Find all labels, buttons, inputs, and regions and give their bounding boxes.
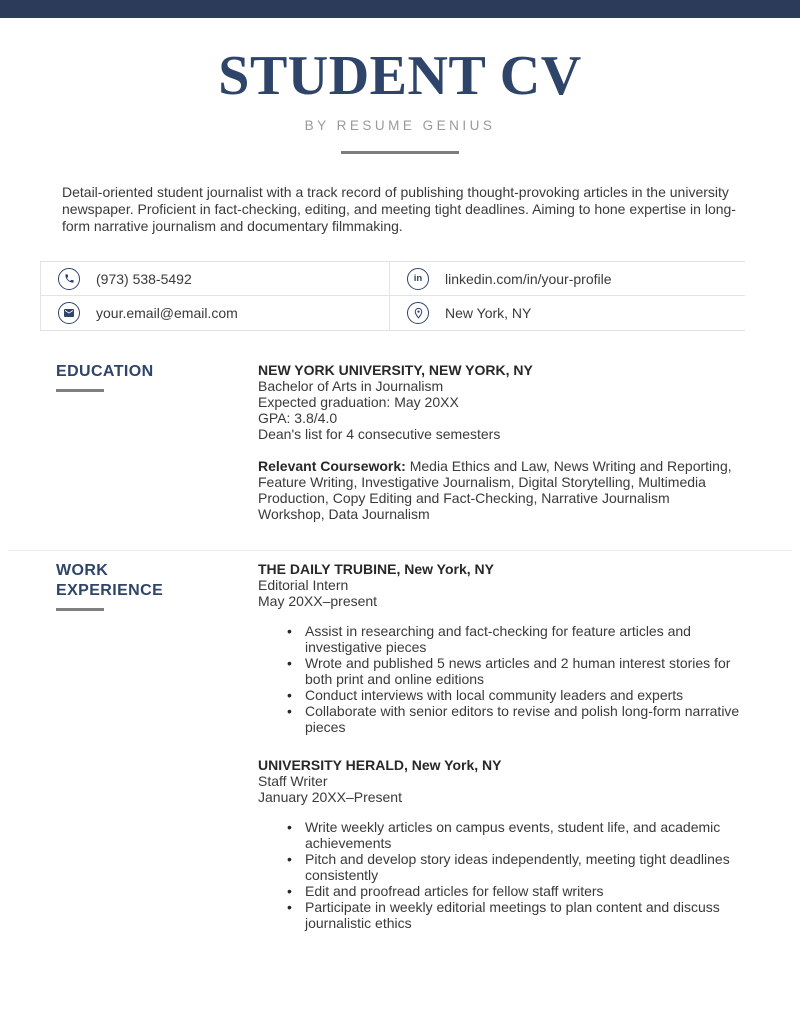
job-entry [258, 561, 758, 735]
summary-text: Detail-oriented student journalist with a track record of publishing thought-provoking articles in the university newspaper. Proficient in fact-checking, editing, and meeting tight deadlines. Aiming to hone expertise in long-form narrative journalism and documentary filmmaking. [62, 184, 736, 234]
job-dates: May 20XX–present [258, 593, 378, 609]
coursework [258, 458, 740, 522]
contact-phone [41, 262, 389, 296]
education-section [0, 362, 800, 522]
contact-email [41, 296, 389, 330]
email-icon [58, 302, 80, 324]
resume-header [0, 18, 800, 154]
school-name: NEW YORK UNIVERSITY, NEW YORK, NY [258, 362, 533, 378]
honors: Dean's list for 4 consecutive semesters [258, 426, 501, 442]
bullet-item: • Edit and proofread articles for fellow staff writers [258, 883, 758, 899]
contact-linkedin [389, 262, 745, 296]
bullet-item: • Assist in researching and fact-checking for feature articles and investigative pieces [258, 623, 758, 655]
coursework-label: Relevant Coursework: [258, 458, 406, 474]
education-heading-rule [56, 389, 104, 392]
location-value: New York, NY [445, 305, 532, 321]
email-value: your.email@email.com [96, 305, 238, 321]
phone-icon [58, 268, 80, 290]
work-experience-heading: WORK EXPERIENCE [56, 562, 164, 599]
company-name: UNIVERSITY HERALD, New York, NY [258, 757, 502, 773]
bullet-item: • Conduct interviews with local community leaders and experts [258, 687, 758, 703]
coursework-text: Media Ethics and Law, News Writing and Reporting, Feature Writing, Investigative Journalism, Digital Storytelling, Multimedia Production, Copy Editing and Fact-Checking, Narrative Journalism Workshop, Data Journalism [258, 458, 732, 522]
contact-location [389, 296, 745, 330]
job-bullet-list [258, 819, 758, 931]
section-divider [8, 550, 792, 551]
job-title: Editorial Intern [258, 577, 349, 593]
location-icon [407, 302, 429, 324]
bullet-item: • Wrote and published 5 news articles and 2 human interest stories for both print and online editions [258, 655, 758, 687]
page-title: STUDENT CV [218, 45, 582, 107]
bullet-item: • Collaborate with senior editors to revise and polish long-form narrative pieces [258, 703, 758, 735]
work-experience-section [0, 561, 800, 931]
linkedin-value: linkedin.com/in/your-profile [445, 270, 612, 287]
contact-table [40, 261, 745, 331]
gpa: GPA: 3.8/4.0 [258, 410, 338, 426]
byline: BY RESUME GENIUS [304, 118, 496, 133]
graduation-date: Expected graduation: May 20XX [258, 394, 459, 410]
phone-value: (973) 538-5492 [96, 270, 192, 287]
company-name: THE DAILY TRUBINE, New York, NY [258, 561, 494, 577]
linkedin-icon: in [407, 268, 429, 290]
job-title: Staff Writer [258, 773, 328, 789]
job-dates: January 20XX–Present [258, 789, 402, 805]
degree: Bachelor of Arts in Journalism [258, 378, 444, 394]
job-bullet-list [258, 623, 758, 735]
top-accent-bar [0, 0, 800, 18]
education-heading: EDUCATION [56, 363, 154, 380]
bullet-item: • Pitch and develop story ideas independently, meeting tight deadlines consistently [258, 851, 758, 883]
bullet-item: • Write weekly articles on campus events, student life, and academic achievements [258, 819, 758, 851]
header-divider [341, 151, 459, 154]
job-entry [258, 757, 758, 931]
work-heading-rule [56, 608, 104, 611]
bullet-item: • Participate in weekly editorial meetings to plan content and discuss journalistic ethics [258, 899, 758, 931]
